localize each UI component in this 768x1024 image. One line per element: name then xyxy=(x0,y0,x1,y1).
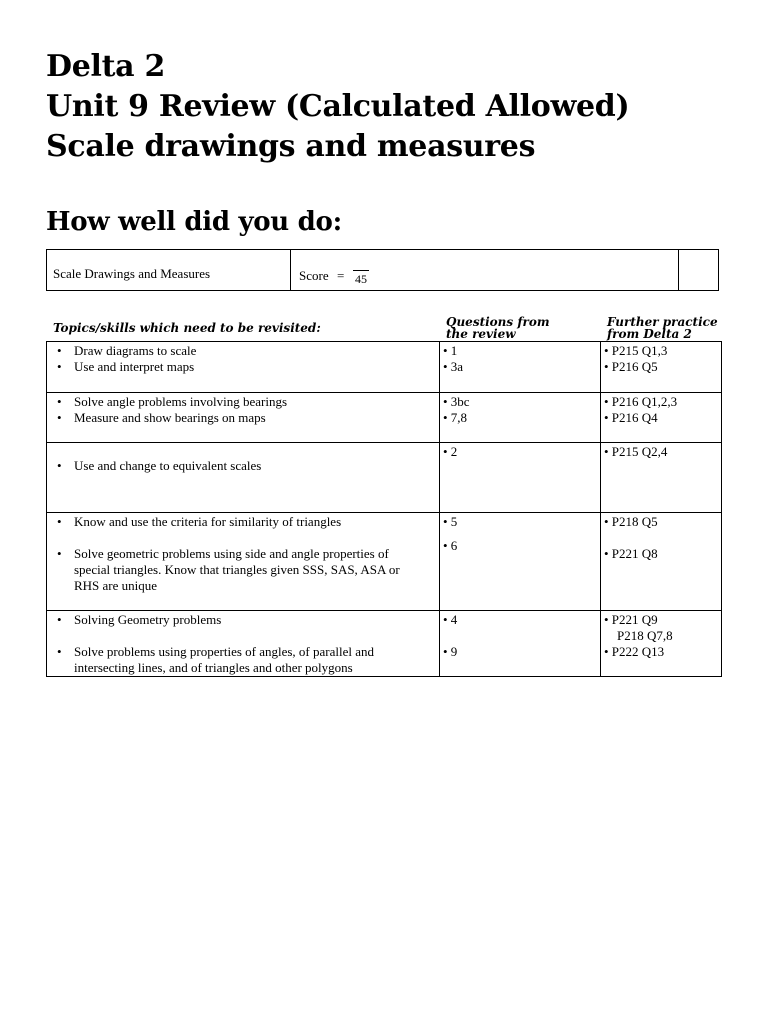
topic-item: • Draw diagrams to scale xyxy=(47,343,439,359)
topic-item: • Solve geometric problems using side and angle properties of special triangles. Know that triangles given SSS, SAS, ASA or RHS are unique xyxy=(47,546,439,594)
questions-cell xyxy=(440,611,601,677)
table-row xyxy=(47,513,722,611)
practice-cell xyxy=(601,611,722,677)
table-row xyxy=(47,443,722,513)
topics-cell xyxy=(47,513,440,611)
score-fraction xyxy=(353,260,369,286)
questions-cell xyxy=(440,513,601,611)
topic-item: • Solve problems using properties of angles, of parallel and intersecting lines, and of triangles and other polygons xyxy=(47,644,439,676)
topic-item: • Use and interpret maps xyxy=(47,359,439,375)
practice-cell xyxy=(601,342,722,393)
score-cell xyxy=(291,250,679,290)
question-ref: • 1 xyxy=(443,343,458,358)
topics-cell xyxy=(47,393,440,443)
questions-cell xyxy=(440,393,601,443)
questions-header-line2: the review xyxy=(446,327,516,341)
questions-cell xyxy=(440,342,601,393)
topics-header: Topics/skills which need to be revisited: xyxy=(53,321,321,335)
subheading: How well did you do: xyxy=(46,207,342,237)
practice-ref: • P216 Q5 xyxy=(604,359,658,374)
score-label: Score xyxy=(299,268,329,283)
question-ref: • 7,8 xyxy=(443,410,468,425)
practice-ref: • P221 Q8 xyxy=(604,546,658,561)
questions-header xyxy=(446,316,586,340)
practice-cell xyxy=(601,513,722,611)
practice-cell xyxy=(601,393,722,443)
table-row xyxy=(47,342,722,393)
score-box-label: Scale Drawings and Measures xyxy=(53,266,211,281)
practice-header-line1: Further practice xyxy=(607,315,718,329)
question-ref: • 3a xyxy=(443,359,464,374)
topics-cell xyxy=(47,611,440,677)
question-ref: • 4 xyxy=(443,612,458,627)
table-row xyxy=(47,611,722,677)
practice-ref: • P215 Q1,3 xyxy=(604,343,668,358)
score-empty-cell xyxy=(679,250,719,290)
questions-cell xyxy=(440,443,601,513)
topic-item: • Solving Geometry problems xyxy=(47,612,439,628)
question-ref: • 2 xyxy=(443,444,458,459)
practice-ref: P218 Q7,8 xyxy=(617,628,673,643)
practice-ref: • P221 Q9 xyxy=(604,612,658,627)
topics-cell xyxy=(47,443,440,513)
title-topic: Scale drawings and measures xyxy=(46,129,536,164)
topic-item: • Measure and show bearings on maps xyxy=(47,410,439,426)
question-ref: • 5 xyxy=(443,514,458,529)
score-box xyxy=(46,249,719,291)
score-box-label-cell xyxy=(47,250,291,290)
practice-ref: • P216 Q4 xyxy=(604,410,658,425)
topic-item: • Solve angle problems involving bearings xyxy=(47,394,439,410)
score-equals: = xyxy=(337,268,345,283)
question-ref: • 3bc xyxy=(443,394,470,409)
practice-ref: • P218 Q5 xyxy=(604,514,658,529)
topic-item: • Know and use the criteria for similarity of triangles xyxy=(47,514,439,530)
question-ref: • 6 xyxy=(443,538,458,553)
practice-cell xyxy=(601,443,722,513)
topics-cell xyxy=(47,342,440,393)
practice-ref: • P216 Q1,2,3 xyxy=(604,394,678,409)
practice-header xyxy=(607,316,727,340)
topic-item: • Use and change to equivalent scales xyxy=(47,458,439,474)
practice-ref: • P222 Q13 xyxy=(604,644,665,659)
practice-header-line2: from Delta 2 xyxy=(607,327,692,341)
practice-ref: • P215 Q2,4 xyxy=(604,444,668,459)
score-denominator: 45 xyxy=(355,272,367,286)
skills-table xyxy=(46,341,722,677)
fraction-bar xyxy=(353,270,369,271)
questions-header-line1: Questions from xyxy=(446,315,550,329)
table-row xyxy=(47,393,722,443)
title-unit: Unit 9 Review (Calculated Allowed) xyxy=(46,89,630,124)
question-ref: • 9 xyxy=(443,644,458,659)
title-course: Delta 2 xyxy=(46,49,166,84)
